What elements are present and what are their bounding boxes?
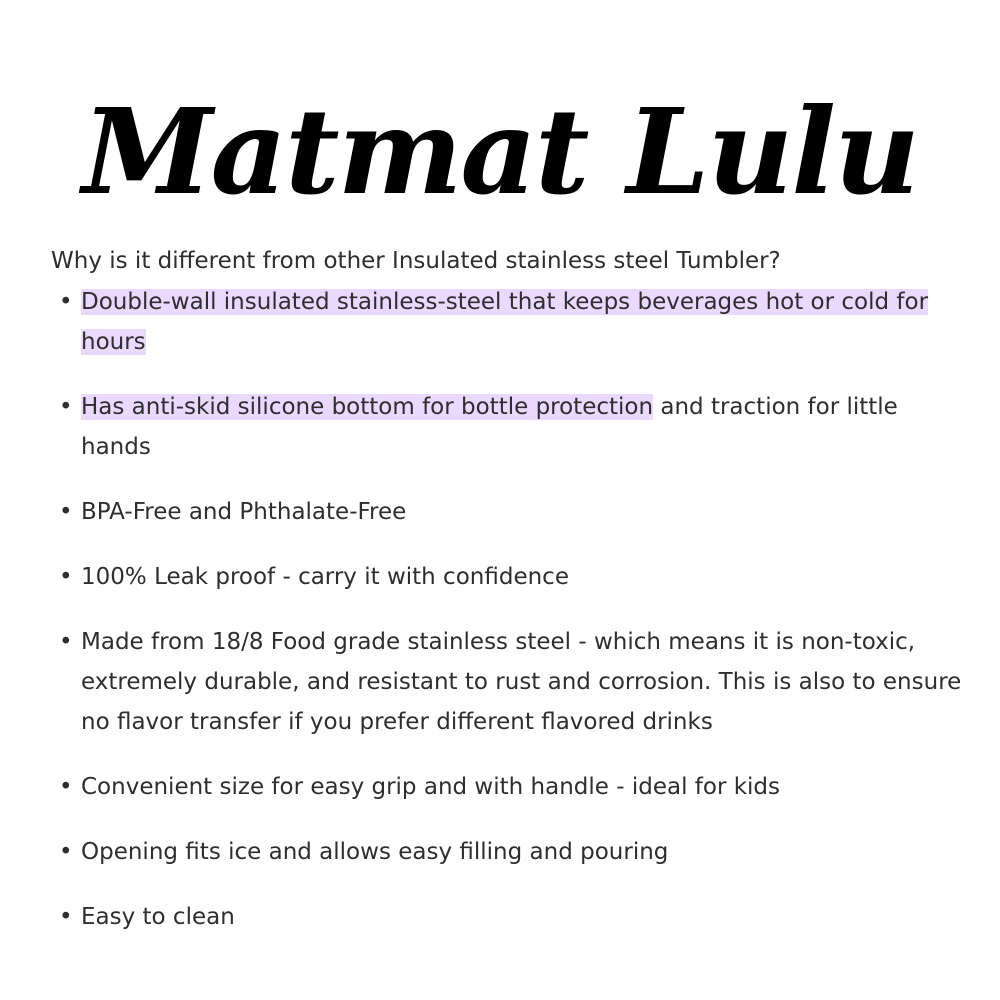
feature-text: Opening fits ice and allows easy filling and pouring	[81, 839, 669, 865]
feature-text: BPA-Free and Phthalate-Free	[81, 499, 407, 525]
feature-item	[0, 387, 1000, 467]
bullet-icon: •	[59, 839, 73, 865]
bullet-icon: •	[59, 289, 73, 315]
bullet-icon: •	[59, 564, 73, 590]
feature-text: Easy to clean	[81, 904, 235, 930]
bullet-icon: •	[59, 394, 73, 420]
feature-item	[0, 492, 1000, 532]
feature-item	[0, 282, 1000, 362]
feature-item	[0, 767, 1000, 807]
feature-list	[0, 282, 1000, 962]
bullet-icon: •	[59, 499, 73, 525]
feature-highlight: Has anti-skid silicone bottom for bottle protection	[81, 394, 654, 420]
feature-item	[0, 622, 1000, 742]
brand-logo: Matmat Lulu	[82, 82, 918, 221]
feature-highlight: Double-wall insulated stainless-steel that keeps beverages hot or cold for hours	[81, 289, 929, 355]
feature-text: and traction for little hands	[81, 394, 898, 460]
feature-item	[0, 897, 1000, 937]
bullet-icon: •	[59, 904, 73, 930]
feature-item	[0, 832, 1000, 872]
feature-text: Convenient size for easy grip and with handle - ideal for kids	[81, 774, 781, 800]
feature-text: 100% Leak proof - carry it with confidence	[81, 564, 569, 590]
feature-text: Made from 18/8 Food grade stainless steel - which means it is non-toxic, extremely durable, and resistant to rust and corrosion. This is also to ensure no flavor transfer if you prefer different flavored drinks	[81, 629, 962, 735]
bullet-icon: •	[59, 774, 73, 800]
bullet-icon: •	[59, 629, 73, 655]
page-question: Why is it different from other Insulated stainless steel Tumbler?	[51, 248, 781, 274]
feature-item	[0, 557, 1000, 597]
